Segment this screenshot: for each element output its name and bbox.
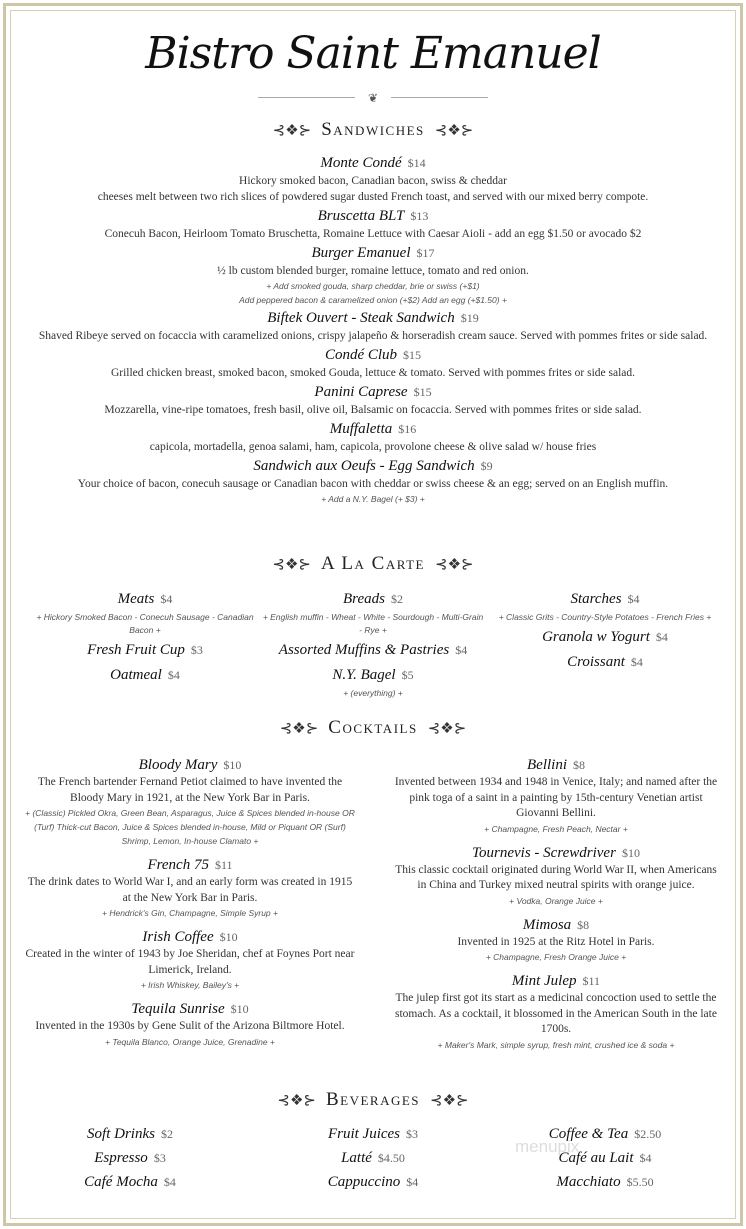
item-description: This classic cocktail originated during World War II, when Americans in China and Turkey mixed neutral spirits with orange juice.	[395, 863, 717, 891]
item-price: $9	[480, 459, 493, 473]
item-price: $16	[398, 422, 417, 436]
item-name: Cappuccino	[327, 1174, 401, 1190]
menu-item	[30, 587, 260, 637]
menu-item	[20, 308, 726, 344]
item-price: $2	[160, 1127, 173, 1141]
item-description: cheeses melt between two rich slices of powdered sugar dusted French toast, and served with our mixed berry compote.	[97, 191, 649, 203]
item-price: $4	[639, 1151, 652, 1165]
section-header-sandwiches	[0, 119, 746, 141]
item-name: Coffee & Tea	[548, 1126, 629, 1142]
menu-item	[258, 638, 488, 662]
sandwiches-list	[20, 153, 726, 507]
item-price: $10	[223, 758, 242, 772]
flourish-icon: ⊰❖⊱	[427, 721, 467, 737]
item-description: Mozzarella, vine-ripe tomatoes, fresh basil, olive oil, Balsamic on focaccia. Served with pommes frites or side salad.	[104, 404, 642, 416]
item-name: Café Mocha	[84, 1174, 158, 1190]
item-name-line	[391, 843, 721, 863]
beverages-column	[258, 1122, 488, 1194]
item-name-line	[20, 308, 726, 328]
item-description: ½ lb custom blended burger, romaine lettuce, tomato and red onion.	[217, 265, 529, 277]
item-description: Grilled chicken breast, smoked bacon, smoked Gouda, lettuce & tomato. Served with pommes frites or side salad.	[110, 367, 636, 379]
item-price: $4	[655, 630, 668, 644]
item-name: Muffaletta	[329, 421, 393, 437]
item-price: $17	[416, 246, 435, 260]
item-name-line	[20, 382, 726, 402]
item-name-line	[391, 915, 721, 935]
item-name-line	[25, 755, 355, 775]
item-price: $11	[582, 974, 601, 988]
beverages-column	[490, 1122, 720, 1194]
item-name-line	[20, 419, 726, 439]
flourish-icon: ⊰❖⊱	[272, 557, 311, 573]
section-header-alacarte	[0, 553, 746, 575]
item-addons: + English muffin - Wheat - White - Sourdough - Multi-Grain - Rye +	[262, 612, 484, 635]
item-description: Conecuh Bacon, Heirloom Tomato Bruschetta, Romaine Lettuce with Caesar Aioli - add an egg $1.50 or avocado $2	[104, 228, 642, 240]
item-price: $3	[190, 643, 203, 657]
item-price: $5.50	[626, 1175, 654, 1189]
item-name-line	[20, 456, 726, 476]
item-description: Your choice of bacon, conecuh sausage or Canadian bacon with cheddar or swiss cheese & an egg; served on an English muffin.	[77, 478, 669, 490]
item-name-line	[490, 1170, 720, 1194]
menu-item	[490, 625, 720, 649]
alacarte-column	[258, 587, 488, 701]
item-description: Created in the winter of 1943 by Joe Sheridan, chef at Foynes Port near Limerick, Ireland.	[25, 948, 355, 976]
alacarte-column	[30, 587, 260, 688]
item-addons: + Tequila Blanco, Orange Juice, Grenadine +	[105, 1036, 275, 1047]
item-price: $13	[410, 209, 429, 223]
item-name: N.Y. Bagel	[332, 667, 396, 683]
item-addons: + Champagne, Fresh Orange Juice +	[485, 952, 627, 962]
item-addons: + Hendrick's Gin, Champagne, Simple Syrup +	[102, 908, 278, 918]
flourish-icon: ⊰❖⊱	[435, 557, 474, 573]
menu-item	[20, 456, 726, 506]
item-name: Condé Club	[324, 347, 398, 363]
menu-item	[20, 243, 726, 307]
menu-item	[20, 345, 726, 381]
item-name-line	[490, 587, 720, 611]
item-name-line	[20, 206, 726, 226]
item-name-line	[30, 587, 260, 611]
item-price: $14	[407, 156, 426, 170]
section-header-cocktails	[0, 717, 746, 739]
item-addons: + (everything) +	[343, 688, 403, 698]
item-name: Starches	[570, 591, 622, 607]
item-name: Mimosa	[522, 916, 572, 933]
flourish-icon: ❦	[355, 91, 391, 105]
menu-item	[20, 419, 726, 455]
item-name-line	[30, 638, 260, 662]
item-addons: + Vodka, Orange Juice +	[509, 895, 603, 906]
alacarte-column	[490, 587, 720, 675]
item-addons: Add peppered bacon & caramelized onion (+$2) Add an egg (+$1.50) +	[239, 295, 507, 305]
item-addons: + (Classic) Pickled Okra, Green Bean, Asparagus, Juice & Spices blended in-house OR (Turf) Thick-cut Bacon, Juice & Spices blended in-house, Mild or Piquant OR (Surf) Shrimp, Lemon, In-house Clamato +	[25, 808, 355, 846]
item-name: Panini Caprese	[314, 384, 408, 400]
item-name: Mint Julep	[511, 973, 577, 989]
item-description: Hickory smoked bacon, Canadian bacon, swiss & cheddar	[239, 175, 507, 187]
item-price: $15	[413, 385, 432, 399]
menu-item	[490, 650, 720, 674]
flourish-icon: ⊰❖⊱	[277, 1093, 316, 1109]
item-name-line	[391, 755, 721, 775]
item-price: $10	[621, 845, 640, 860]
item-name-line	[490, 625, 720, 649]
item-price: $4	[163, 1175, 176, 1189]
flourish-icon: ⊰❖⊱	[279, 721, 319, 737]
menu-item	[25, 755, 355, 848]
section-title: Beverages	[325, 1089, 421, 1110]
menu-item	[391, 755, 721, 836]
item-price: $11	[214, 858, 233, 872]
item-price: $4.50	[377, 1151, 405, 1165]
item-price: $4	[406, 1175, 419, 1189]
menu-item	[20, 153, 726, 205]
item-name: Soft Drinks	[87, 1126, 155, 1142]
item-name: Bellini	[527, 757, 567, 773]
item-name: Fruit Juices	[327, 1126, 401, 1142]
item-name-line	[15, 1122, 245, 1146]
menu-item	[25, 999, 355, 1049]
item-name-line	[15, 1170, 245, 1194]
item-name-line	[258, 1122, 488, 1146]
item-price: $19	[460, 311, 479, 325]
item-price: $15	[403, 348, 422, 362]
menu-item	[20, 206, 726, 242]
menu-item	[20, 382, 726, 418]
section-title: Cocktails	[328, 717, 418, 738]
section-title: Sandwiches	[321, 119, 425, 140]
item-name: Assorted Muffins & Pastries	[278, 642, 450, 658]
item-description: Invented in the 1930s by Gene Sulit of the Arizona Biltmore Hotel.	[35, 1020, 345, 1032]
item-name-line	[258, 638, 488, 662]
item-name-line	[258, 1170, 488, 1194]
item-name-line	[20, 345, 726, 365]
item-description: The julep first got its start as a medicinal concoction used to settle the stomach. As a cocktail, it blossomed in the American South in the late 1700s.	[395, 992, 717, 1035]
item-name: Latté	[341, 1150, 372, 1166]
item-name-line	[30, 663, 260, 687]
item-description: The drink dates to World War I, and an early form was created in 1915 at the New York Bar in Paris.	[27, 876, 353, 904]
item-addons: + Classic Grits - Country-Style Potatoes - French Fries +	[498, 612, 712, 622]
item-name-line	[25, 855, 355, 875]
menu-item	[391, 915, 721, 965]
menu-item	[30, 663, 260, 687]
restaurant-title: Bistro Saint Emanuel	[145, 28, 601, 79]
item-addons: + Add smoked gouda, sharp cheddar, brie or swiss (+$1)	[266, 281, 480, 291]
cocktails-column	[391, 755, 721, 1059]
item-addons: + Add a N.Y. Bagel (+ $3) +	[321, 494, 425, 504]
section-title: A La Carte	[321, 553, 425, 574]
item-name-line	[25, 927, 355, 947]
item-name: Oatmeal	[110, 667, 162, 683]
item-price: $5	[401, 668, 414, 682]
item-name: Tequila Sunrise	[131, 1001, 225, 1017]
item-name: Granola w Yogurt	[542, 629, 650, 645]
item-addons: + Hickory Smoked Bacon - Conecuh Sausage - Canadian Bacon +	[36, 612, 254, 635]
item-name: French 75	[147, 857, 209, 873]
item-name: Meats	[117, 591, 155, 607]
menu-item	[25, 927, 355, 992]
item-price: $10	[219, 930, 238, 944]
flourish-icon: ⊰❖⊱	[430, 1093, 469, 1109]
item-price: $2.50	[634, 1127, 662, 1141]
item-addons: + Irish Whiskey, Bailey's +	[140, 980, 240, 990]
item-price: $3	[406, 1127, 419, 1141]
item-name: Monte Condé	[320, 155, 402, 171]
item-price: $4	[167, 668, 180, 682]
item-name: Sandwich aux Oeufs - Egg Sandwich	[253, 458, 475, 474]
item-description: The French bartender Fernand Petiot claimed to have invented the Bloody Mary in 1921, at the New York Bar in Paris.	[37, 776, 343, 804]
menu-item	[25, 855, 355, 920]
item-name: Fresh Fruit Cup	[87, 642, 185, 658]
item-description: Invented between 1934 and 1948 in Venice, Italy; and named after the pink toga of a saint in a painting by 15th-century Venetian artist Giovanni Bellini.	[394, 776, 718, 819]
item-addons: + Champagne, Fresh Peach, Nectar +	[484, 823, 628, 834]
item-name: Irish Coffee	[142, 929, 214, 945]
item-description: Invented in 1925 at the Ritz Hotel in Paris.	[457, 935, 655, 948]
item-name-line	[258, 663, 488, 687]
item-description: Shaved Ribeye served on focaccia with caramelized onions, crispy jalapeño & horseradish cream sauce. Served with pommes frites or side salad.	[38, 330, 708, 342]
item-addons: + Maker's Mark, simple syrup, fresh mint, crushed ice & soda +	[437, 1039, 675, 1050]
item-price: $10	[230, 1002, 249, 1016]
item-price: $4	[160, 592, 173, 606]
item-name: Biftek Ouvert - Steak Sandwich	[267, 310, 455, 326]
item-name: Café au Lait	[558, 1150, 634, 1166]
item-name-line	[15, 1146, 245, 1170]
item-name: Bruscetta BLT	[317, 208, 405, 224]
flourish-icon: ⊰❖⊱	[272, 123, 312, 139]
item-name-line	[258, 587, 488, 611]
item-name-line	[391, 971, 721, 991]
item-name-line	[20, 153, 726, 173]
item-name-line	[20, 243, 726, 263]
item-name: Burger Emanuel	[311, 245, 411, 261]
item-price: $8	[573, 758, 585, 772]
item-name: Macchiato	[556, 1174, 621, 1190]
menu-item	[490, 587, 720, 624]
item-price: $2	[390, 592, 403, 606]
menu-item	[258, 663, 488, 700]
item-price: $3	[153, 1151, 166, 1165]
item-price: $4	[630, 655, 643, 669]
beverages-column	[15, 1122, 245, 1194]
flourish-icon: ⊰❖⊱	[434, 123, 474, 139]
cocktails-column	[25, 755, 355, 1056]
item-name-line	[490, 650, 720, 674]
item-name-line	[25, 999, 355, 1019]
item-price: $4	[627, 592, 640, 606]
item-name: Bloody Mary	[138, 757, 218, 773]
item-description: capicola, mortadella, genoa salami, ham, capicola, provolone cheese & olive salad w/ house fries	[149, 441, 597, 453]
menu-item	[258, 587, 488, 637]
menu-item	[391, 971, 721, 1052]
item-name: Breads	[343, 591, 385, 607]
section-header-beverages	[0, 1089, 746, 1111]
item-name: Croissant	[567, 654, 625, 670]
item-name: Tournevis - Screwdriver	[472, 844, 616, 861]
watermark: menupix	[515, 1137, 580, 1156]
menu-item	[30, 638, 260, 662]
item-name-line	[258, 1146, 488, 1170]
item-price: $8	[577, 917, 590, 932]
menu-item	[391, 843, 721, 908]
item-name: Espresso	[94, 1150, 148, 1166]
item-price: $4	[455, 643, 468, 657]
